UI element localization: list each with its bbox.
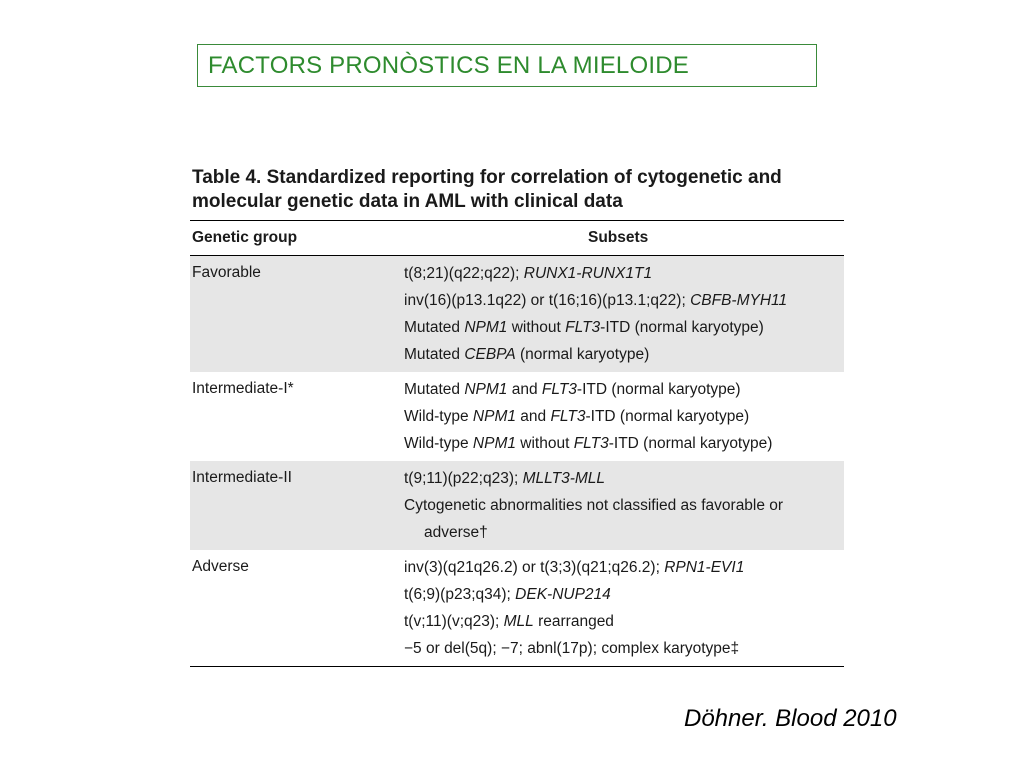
subset-text: t(6;9)(p23;q34); (404, 586, 516, 603)
slide-title: FACTORS PRONÒSTICS EN LA MIELOIDE (208, 51, 689, 79)
subset-line (404, 314, 842, 341)
subset-text: t(9;11)(p22;q23); (404, 470, 523, 487)
genetic-group-cell: Favorable (190, 256, 394, 373)
subset-text: t(v;11)(v;q23); (404, 613, 504, 630)
subset-line (404, 465, 842, 492)
subset-text: without (507, 319, 566, 336)
table-row (190, 372, 844, 461)
subset-text: Cytogenetic abnormalities not classified as favorable or (404, 497, 784, 514)
subsets-cell (394, 256, 844, 373)
table-header-row (190, 221, 844, 256)
subsets-cell (394, 372, 844, 461)
gene-name: NPM1 (464, 319, 508, 336)
gene-name: FLT3 (565, 319, 601, 336)
gene-name: RPN1-EVI1 (664, 559, 745, 576)
gene-name: FLT3 (550, 408, 586, 425)
subset-line (404, 492, 842, 519)
subset-line (404, 519, 842, 546)
slide-title-box (197, 44, 817, 87)
table-row (190, 461, 844, 550)
gene-name: DEK-NUP214 (515, 586, 611, 603)
gene-name: FLT3 (541, 381, 577, 398)
table-caption: Table 4. Standardized reporting for correlation of cytogenetic and molecular genetic data in AML with clinical data (192, 167, 782, 212)
subset-text: t(8;21)(q22;q22); (404, 265, 524, 282)
subset-text: Mutated (404, 381, 465, 398)
subsets-cell (394, 461, 844, 550)
subset-text: −5 or del(5q); −7; abnl(17p); complex karyotype‡ (404, 640, 740, 657)
subset-line (404, 403, 842, 430)
subset-text: adverse† (424, 524, 488, 541)
subset-line (404, 635, 842, 662)
gene-name: NPM1 (472, 408, 516, 425)
table-block (190, 166, 844, 667)
subset-text: Wild-type (404, 435, 473, 452)
header-subsets: Subsets (588, 229, 649, 246)
gene-name: MLL (503, 613, 534, 630)
gene-name: CEBPA (464, 346, 516, 363)
subset-text: (normal karyotype) (515, 346, 650, 363)
subset-text: rearranged (533, 613, 614, 630)
subset-line (404, 554, 842, 581)
subset-line (404, 341, 842, 368)
subset-text: -ITD (normal karyotype) (600, 319, 764, 336)
subset-line (404, 287, 842, 314)
subset-text: -ITD (normal karyotype) (576, 381, 741, 398)
subset-line (404, 608, 842, 635)
genetic-group-cell: Intermediate-I* (192, 380, 294, 397)
subset-text: -ITD (normal karyotype) (585, 408, 750, 425)
genetic-group-cell: Intermediate-II (190, 461, 394, 550)
gene-name: MLLT3-MLL (522, 470, 606, 487)
subset-text: and (515, 408, 551, 425)
gene-name: FLT3 (573, 435, 609, 452)
table-header (190, 221, 844, 256)
table-body (190, 256, 844, 667)
genetic-groups-table (190, 220, 844, 667)
citation: Döhner. Blood 2010 (684, 705, 897, 732)
subset-line (404, 581, 842, 608)
header-genetic-group: Genetic group (192, 229, 298, 246)
subset-text: inv(16)(p13.1q22) or t(16;16)(p13.1;q22); (404, 292, 691, 309)
table-row (190, 550, 844, 667)
subset-text: Mutated (404, 319, 465, 336)
subset-line (404, 260, 842, 287)
subset-line (404, 430, 842, 457)
table-row (190, 256, 844, 373)
subset-text: -ITD (normal karyotype) (608, 435, 773, 452)
genetic-group-cell: Adverse (190, 550, 394, 667)
subset-line (404, 376, 842, 403)
gene-name: CBFB-MYH11 (690, 292, 788, 309)
subset-text: and (507, 381, 542, 398)
subset-text: Wild-type (404, 408, 473, 425)
gene-name: RUNX1-RUNX1T1 (523, 265, 653, 282)
subset-text: inv(3)(q21q26.2) or t(3;3)(q21;q26.2); (404, 559, 665, 576)
subsets-cell (394, 550, 844, 667)
gene-name: NPM1 (464, 381, 508, 398)
subset-text: without (515, 435, 574, 452)
gene-name: NPM1 (472, 435, 516, 452)
subset-text: Mutated (404, 346, 465, 363)
